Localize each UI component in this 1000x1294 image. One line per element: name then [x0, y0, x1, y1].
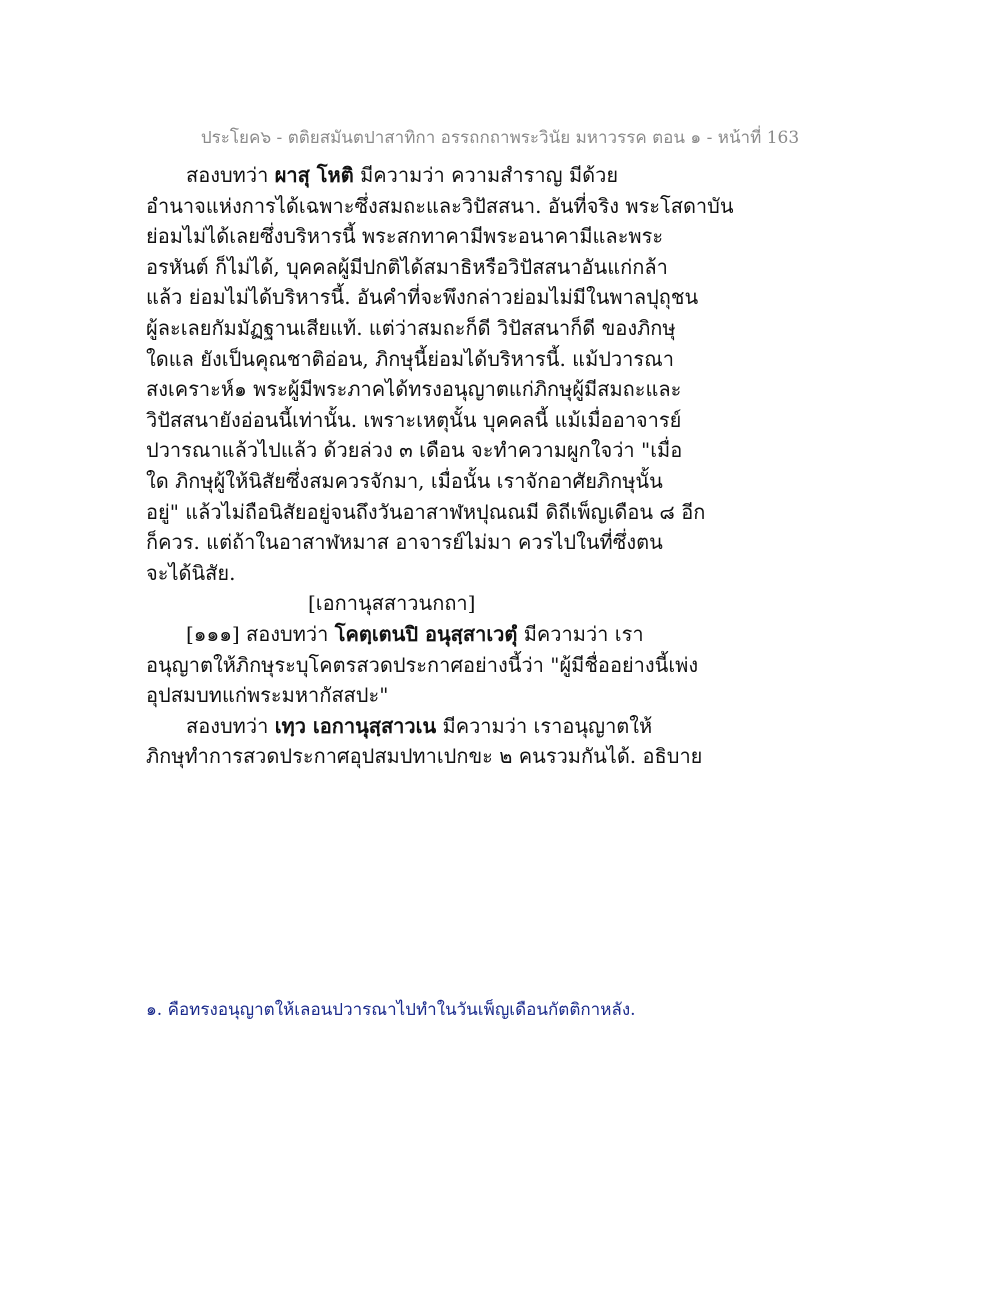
section-heading: [เอกานุสสาวนกถา]	[308, 591, 476, 616]
footnote: ๑. คือทรงอนุญาตให้เลอนปวารณาไปทำในวันเพ็ญเดือนกัตติกาหลัง.	[146, 1000, 636, 1020]
body-line: วิปัสสนายังอ่อนนี้เท่านั้น. เพราะเหตุนั้น บุคคลนี้ แม้เมื่ออาจารย์	[146, 407, 682, 432]
page-body	[146, 160, 746, 772]
body-line	[146, 711, 746, 742]
body-line: แล้ว ย่อมไม่ได้บริหารนี้. อันคำที่จะพึงกล่าวย่อมไม่มีในพาลปุถุชน	[146, 285, 699, 310]
page-header: ประโยค๖ - ตติยสมันตปาสาทิกา อรรถกถาพระวินัย มหาวรรค ตอน ๑ - หน้าที่ 163	[200, 128, 800, 148]
text-run: สองบทว่า	[186, 163, 275, 187]
text-run: มีความว่า เราอนุญาตให้	[436, 713, 653, 738]
body-line: ผู้ละเลยกัมมัฏฐานเสียแท้. แต่ว่าสมถะก็ดี วิปัสสนาก็ดี ของภิกษุ	[146, 315, 676, 340]
body-line	[146, 619, 746, 650]
bold-term: โคตฺเตนปิ อนุสฺสาเวตุํ	[334, 621, 518, 646]
body-line: ใดแล ยังเป็นคุณชาติอ่อน, ภิกษุนี้ย่อมได้บริหารนี้. แม้ปวารณา	[146, 346, 674, 371]
body-line: อำนาจแห่งการได้เฉพาะซึ่งสมถะและวิปัสสนา. อันที่จริง พระโสดาบัน	[146, 193, 734, 218]
body-line: จะได้นิสัย.	[146, 560, 236, 585]
bold-term: เทฺว เอกานุสฺสาวเน	[274, 713, 437, 738]
text-run: มีความว่า ความสำราญ มีด้วย	[353, 163, 619, 187]
text-run: มีความว่า เรา	[517, 621, 644, 646]
body-line: สงเคราะห์๑ พระผู้มีพระภาคได้ทรงอนุญาตแก่ภิกษุผู้มีสมถะและ	[146, 377, 682, 402]
body-line: ภิกษุทำการสวดประกาศอุปสมปทาเปกขะ ๒ คนรวมกันได้. อธิบาย	[146, 744, 703, 769]
bold-term: ผาสุ โหติ	[274, 163, 354, 187]
body-line: อยู่" แล้วไม่ถือนิสัยอยู่จนถึงวันอาสาฬหปุณณมี ดิถีเพ็ญเดือน ๘ อีก	[146, 499, 706, 524]
body-line: ปวารณาแล้วไปแล้ว ด้วยล่วง ๓ เดือน จะทำความผูกใจว่า "เมื่อ	[146, 438, 683, 463]
body-line: อนุญาตให้ภิกษุระบุโคตรสวดประกาศอย่างนี้ว่า "ผู้มีชื่ออย่างนี้เพ่ง	[146, 652, 699, 677]
body-line: อุปสมบทแก่พระมหากัสสปะ"	[146, 683, 389, 708]
body-line	[146, 160, 746, 191]
text-run: สองบทว่า	[186, 713, 275, 738]
text-run: [๑๑๑] สองบทว่า	[186, 621, 335, 646]
body-line: ย่อมไม่ได้เลยซึ่งบริหารนี้ พระสกทาคามีพระอนาคามีและพระ	[146, 224, 664, 249]
body-line: อรหันต์ ก็ไม่ได้, บุคคลผู้มีปกติได้สมาธิหรือวิปัสสนาอันแก่กล้า	[146, 254, 668, 279]
body-line: ใด ภิกษุผู้ให้นิสัยซึ่งสมควรจักมา, เมื่อนั้น เราจักอาศัยภิกษุนั้น	[146, 468, 663, 493]
body-line: ก็ควร. แต่ถ้าในอาสาฬหมาส อาจารย์ไม่มา ควรไปในที่ซึ่งตน	[146, 530, 663, 555]
